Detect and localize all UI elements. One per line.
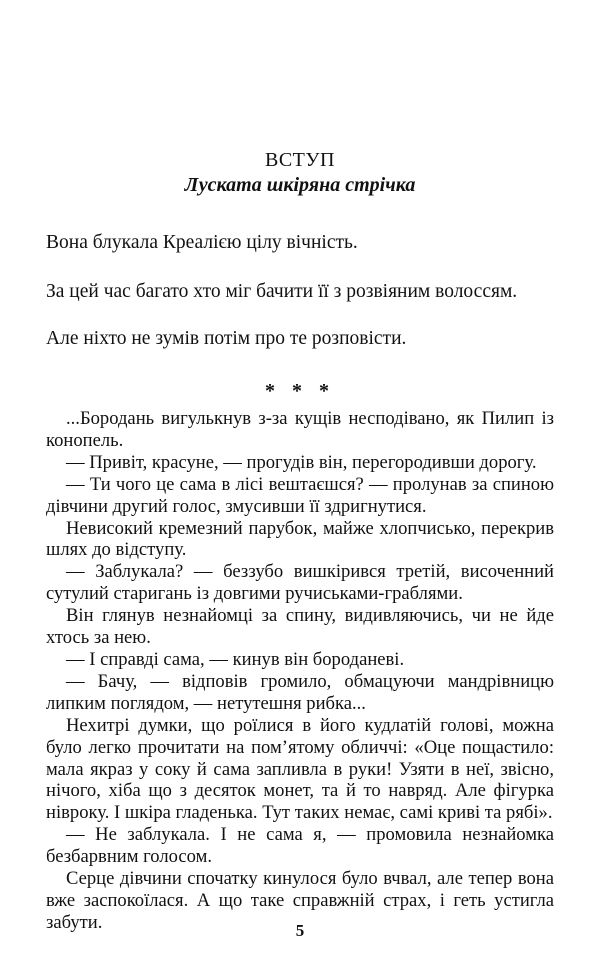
page-number: 5 (295, 921, 305, 940)
section-separator: * * * (265, 380, 335, 402)
paragraph: Невисокий кремезний парубок, майже хлопчисько, перекрив шлях до відступу. (46, 517, 554, 561)
body-text (46, 408, 554, 934)
paragraph: — Привіт, красуне, — прогудів він, перегородивши дорогу. (66, 451, 537, 473)
epigraph-line: За цей час багато хто міг бачити її з розвіяним волоссям. (46, 281, 518, 302)
paragraph: — І справді сама, — кинув він бороданеві. (66, 648, 405, 670)
paragraph: — Не заблукала. І не сама я, — промовила незнайомка безбарвним голосом. (46, 824, 554, 868)
paragraph: — Ти чого це сама в лісі вештаєшся? — пролунав за спиною дівчини другий голос, змусивши її здригнутися. (46, 473, 554, 517)
paragraph: ...Бородань вигулькнув з-за кущів несподівано, як Пилип із конопель. (46, 408, 554, 451)
chapter-title: ВСТУП (265, 149, 335, 171)
paragraph: Серце дівчини спочатку кинулося було вчвал, але тепер вона вже заспокоїлася. А що таке справжній страх, і геть устигла забути. (46, 868, 554, 933)
paragraph: Він глянув незнайомці за спину, видивляючись, чи не йде хтось за нею. (46, 605, 554, 649)
paragraph: — Заблукала? — беззубо вишкірився третій, височенний сутулий старигань із довгими ручиськами-граблями. (46, 561, 554, 605)
epigraph-line: Вона блукала Креалією цілу вічність. (46, 232, 358, 253)
chapter-subtitle: Луската шкіряна стрічка (184, 174, 416, 196)
paragraph: Нехитрі думки, що роїлися в його кудлатій голові, можна було легко прочитати на пом’ятому обличчі: «Оце пощастило: мала якраз у соку й сама запливла в руки! Узяти в неї, звісно, нічого, хіба що з десяток монет, та й то навряд. Але фігурка нівроку. І шкіра гладенька. Тут таких немає, самі криві та рябі». (46, 714, 554, 824)
paragraph: — Бачу, — відповів громило, обмацуючи мандрівницю липким поглядом, — нетутешня рибка... (46, 670, 554, 714)
epigraph-line: Але ніхто не зумів потім про те розповісти. (46, 328, 407, 349)
